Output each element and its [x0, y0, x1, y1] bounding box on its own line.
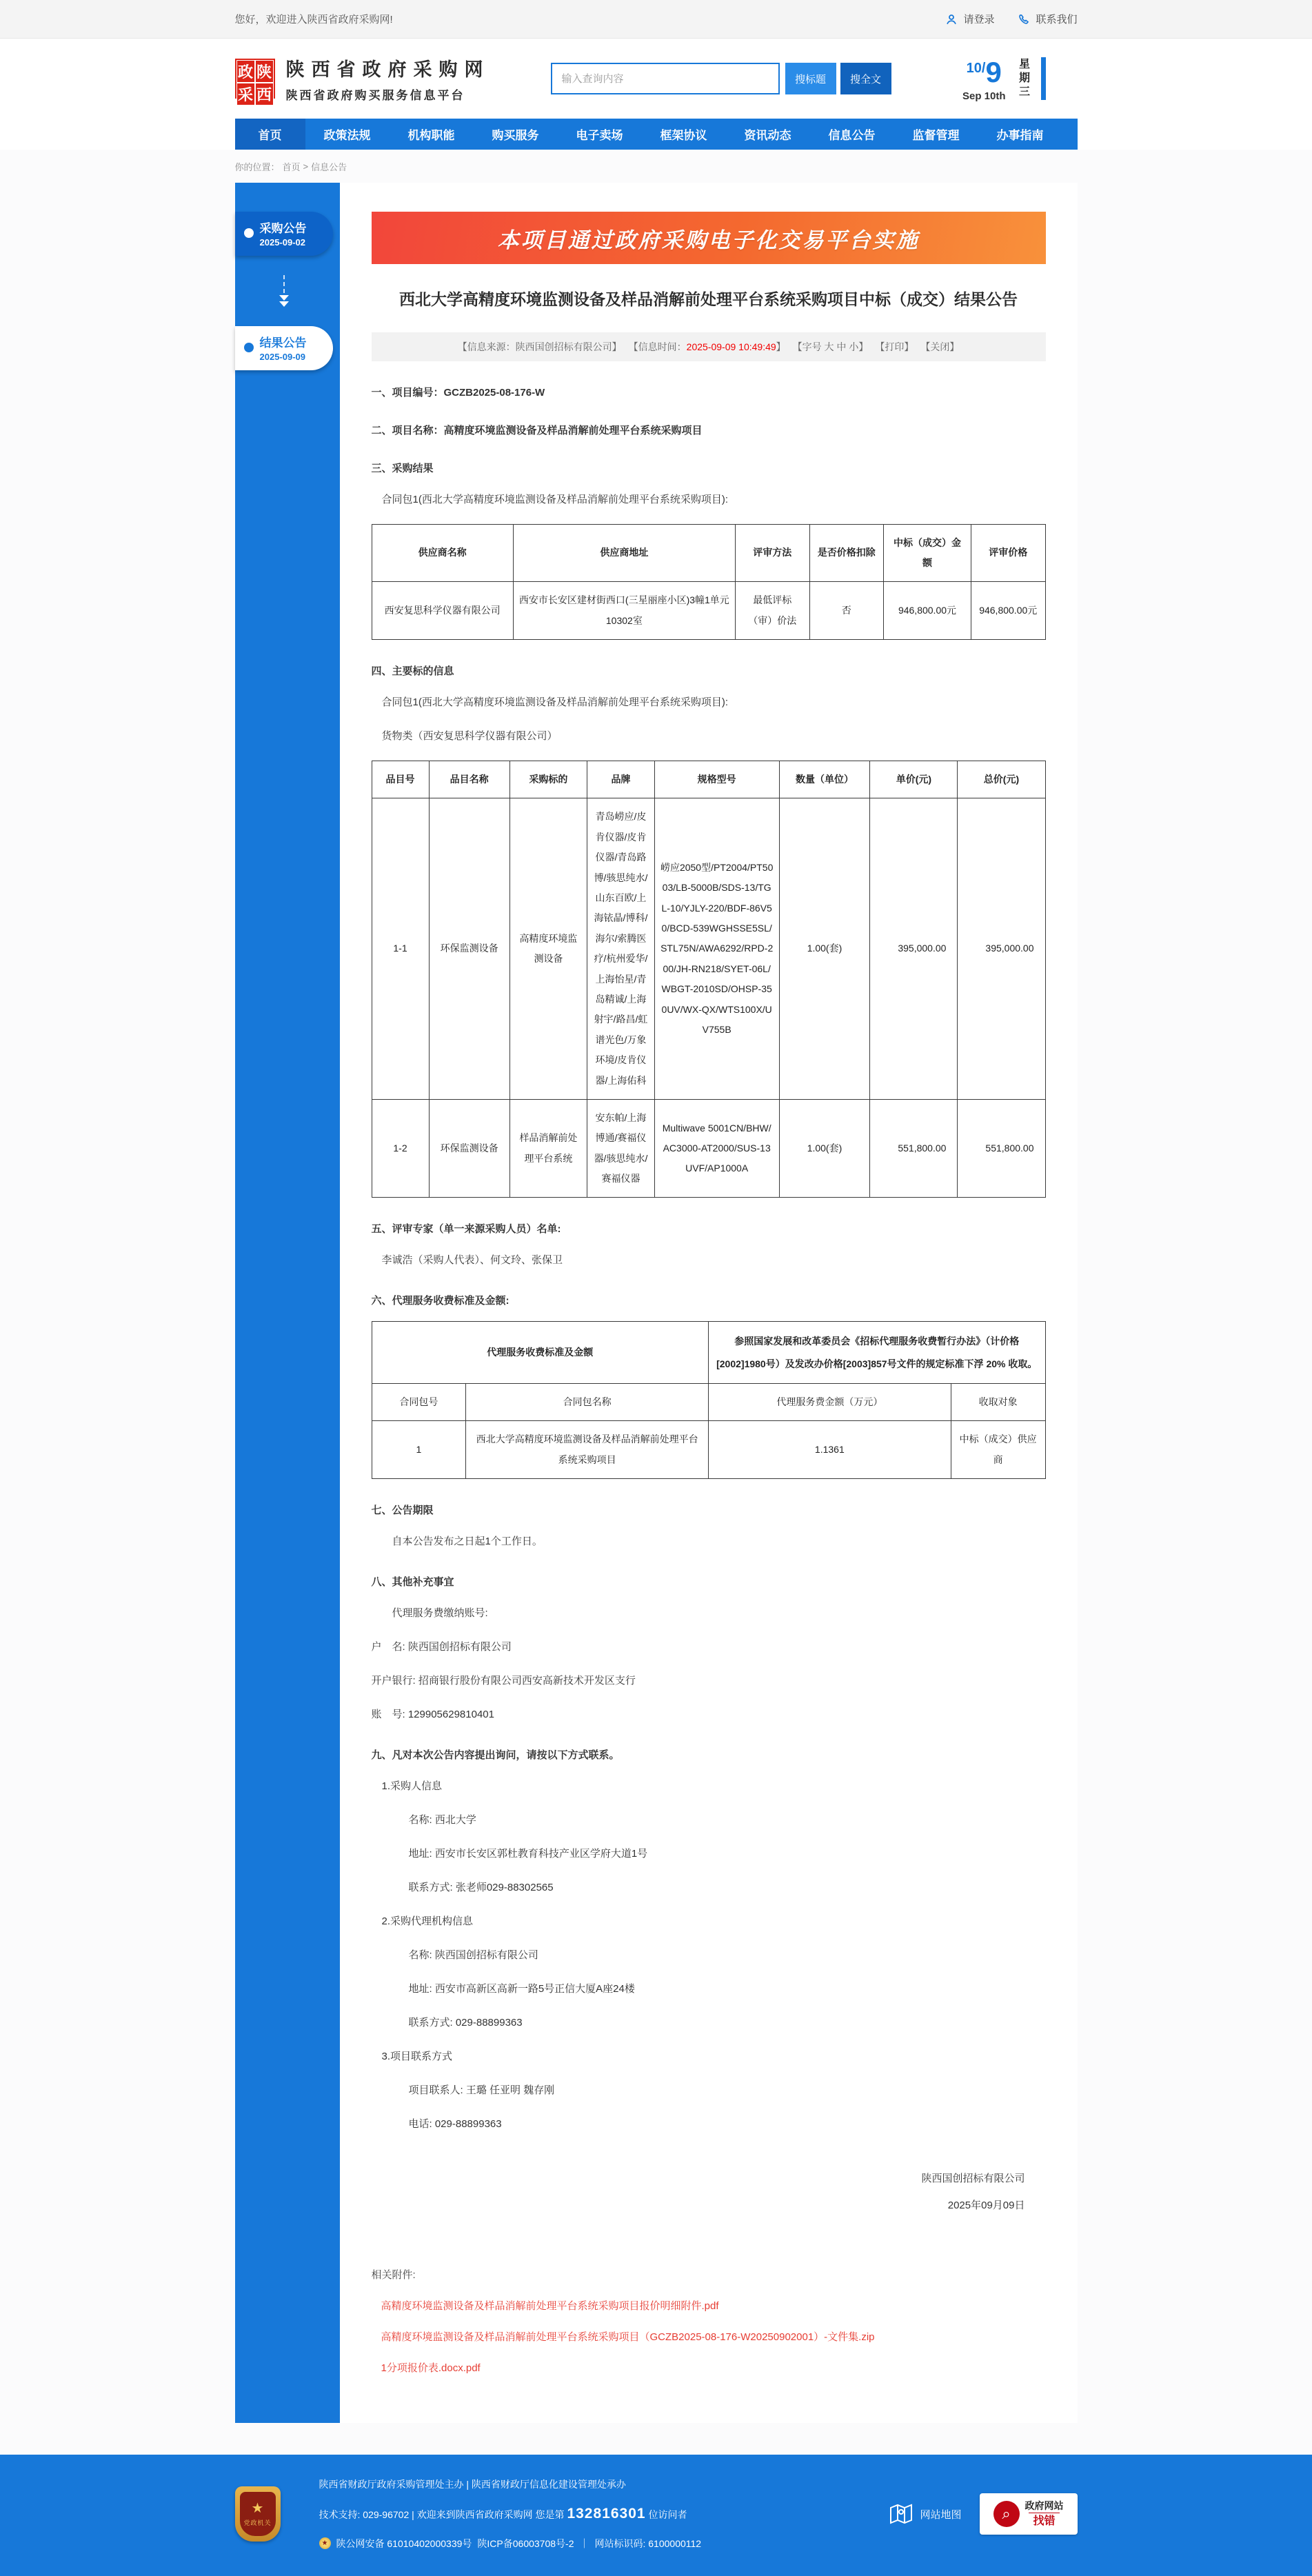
nav-item-announcements[interactable]: 信息公告: [828, 129, 876, 142]
section-contact: 九、凡对本次公告内容提出询问，请按以下方式联系。: [371, 1749, 620, 1762]
table-row: 1 西北大学高精度环境监测设备及样品消解前处理平台系统采购项目 1.1361 中标（成交）供应商: [372, 1421, 1045, 1479]
table-header-row: 品目号 品目名称 采购标的 品牌 规格型号 数量（单位） 单价(元) 总价(元): [372, 761, 1045, 798]
font-size-控件[interactable]: 【字号 大 中 小】: [792, 341, 869, 352]
login-link[interactable]: 请登录: [945, 12, 994, 26]
table-subheader-row: 合同包号 合同包名称 代理服务费金额（万元） 收取对象: [372, 1383, 1045, 1420]
breadcrumb-home[interactable]: 首页: [282, 161, 301, 172]
section-main-subject-info: 四、主要标的信息: [371, 665, 454, 678]
table-row: 1-1 环保监测设备 高精度环境监测设备 青岛崂应/皮肯仪器/皮肯仪器/青岛路博/骇思纯水/山东百欧/上海铱晶/博科/海尔/索腾医疗/杭州爱华/上海怡星/青岛精诚/上海射宇/路昌/虹谱光色/万象环境/皮肯仪器/上海佑科 崂应2050型/PT2004/PT5003/LB-5000B/SDS-13/TGL-10/YJLY-220/BDF-86V50/BCD-539WGHSSE5SL/STL75N/AWA6292/RPD-200/JH-RN218/SYET-06L/WBGT-2010SD/OHSP-350UV/WX-QX/WTS100X/UV755B 1.00(套) 395,000.00 395,000.00: [372, 798, 1045, 1099]
weekday-text: 星期三: [1017, 58, 1029, 99]
footer-beian-line: ★ 陕公网安备 61010402000339号 陕ICP备06003708号-2 ｜ 网站标识码: 6100000112: [319, 2532, 702, 2555]
table-row: 西安复思科学仪器有限公司 西安市长安区建材街西口(三星丽座小区)3幢1单元10302室 最低评标（审）价法 否 946,800.00元 946,800.00元: [372, 582, 1045, 640]
section-agency-fee: 六、代理服务收费标准及金额:: [371, 1295, 509, 1307]
contact-line: 联系方式: 张老师029-88302565: [408, 1882, 554, 1894]
top-bar: [0, 0, 1312, 39]
breadcrumb-separator: >: [303, 161, 309, 172]
footer-support-line: 技术支持: 029-96702 | 欢迎来到陕西省政府采购网 您是第 132816301 位访问者: [319, 2506, 687, 2522]
attachment-link-itemized-quote[interactable]: 1分项报价表.docx.pdf: [381, 2362, 481, 2375]
timeline-sidebar: [235, 183, 340, 2423]
step-dot: [244, 343, 254, 352]
breadcrumb-current: 信息公告: [311, 161, 347, 172]
account-name-line: 户 名: 陕西国创招标有限公司: [371, 1641, 512, 1653]
site-map-link[interactable]: 网站地图: [889, 2504, 961, 2524]
package-line: 合同包1(西北大学高精度环境监测设备及样品消解前处理平台系统采购项目):: [381, 696, 729, 709]
nav-item-framework[interactable]: 框架协议: [660, 129, 707, 142]
government-emblem-icon: ★ 党政机关: [235, 2486, 281, 2542]
nav-item-purchase-service[interactable]: 购买服务: [492, 129, 539, 142]
date-widget: [962, 56, 1078, 102]
account-number-line: 账 号: 129905629810401: [371, 1709, 494, 1721]
contact-group-title: 3.项目联系方式: [381, 2051, 453, 2063]
step-dot: [244, 228, 254, 238]
contact-line: 名称: 西北大学: [408, 1814, 476, 1827]
meta-bar: [372, 332, 1046, 361]
map-icon: [889, 2504, 913, 2524]
timeline-step-procurement-announcement[interactable]: 采购公告 2025-09-02: [235, 212, 333, 256]
article-content: [340, 183, 1078, 2423]
package-line: 合同包1(西北大学高精度环境监测设备及样品消解前处理平台系统采购项目):: [381, 493, 729, 505]
section-project-number: 一、项目编号：GCZB2025-08-176-W: [371, 386, 545, 399]
site-header: [0, 39, 1312, 119]
section-experts: 五、评审专家（单一来源采购人员）名单:: [371, 1223, 561, 1236]
nav-item-news[interactable]: 资讯动态: [744, 129, 791, 142]
close-button[interactable]: 【关闭】: [920, 341, 960, 352]
nav-item-emall[interactable]: 电子卖场: [576, 129, 623, 142]
error-report-badge[interactable]: ⌕ 政府网站 找错: [980, 2493, 1078, 2535]
site-code: 网站标识码: 6100000112: [594, 2537, 702, 2549]
meta-time: 【信息时间：2025-09-09 10:49:49】: [628, 341, 786, 352]
site-footer: [0, 2455, 1312, 2576]
attachment-link-quote-detail[interactable]: 高精度环境监测设备及样品消解前处理平台系统采购项目报价明细附件.pdf: [381, 2300, 719, 2313]
footer-organizer-line: 陕西省财政厅政府采购管理处主办 | 陕西省财政厅信息化建设管理处承办: [319, 2479, 626, 2491]
main-nav: [0, 119, 1312, 150]
nav-item-guide[interactable]: 办事指南: [996, 129, 1044, 142]
table-header-row: 代理服务收费标准及金额 参照国家发展和改革委员会《招标代理服务收费暂行办法》（计价格[2002]1980号）及发改办价格[2003]857号文件的规定标准下浮 20% 收取。: [372, 1322, 1045, 1383]
attachment-link-file-set[interactable]: 高精度环境监测设备及样品消解前处理平台系统采购项目（GCZB2025-08-176-W20250902001）-文件集.zip: [381, 2331, 875, 2344]
contact-line: 项目联系人: 王璐 任亚明 魏存刚: [408, 2084, 555, 2097]
platform-banner: 本项目通过政府采购电子化交易平台实施: [372, 212, 1046, 264]
agency-fee-table: [372, 1321, 1046, 1479]
contact-group-title: 2.采购代理机构信息: [381, 1915, 474, 1928]
nav-item-functions[interactable]: 机构职能: [407, 129, 455, 142]
nav-item-home[interactable]: 首页: [235, 119, 305, 150]
section-other-matters: 八、其他补充事宜: [371, 1576, 454, 1589]
weekday-divider: [1041, 57, 1046, 100]
signature-company: 陕西国创招标有限公司: [921, 2173, 1025, 2185]
timeline-step-result-announcement[interactable]: 结果公告 2025-09-09: [235, 326, 333, 370]
table-header-row: 供应商名称 供应商地址 评审方法 是否价格扣除 中标（成交）金额 评审价格: [372, 524, 1045, 582]
magnifier-icon: ⌕: [993, 2501, 1020, 2527]
site-logo: 政 陕 采 西: [235, 59, 275, 99]
contact-line: 联系方式: 029-88899363: [408, 2017, 523, 2029]
signature-date: 2025年09月09日: [947, 2200, 1025, 2212]
section-procurement-result: 三、采购结果: [371, 462, 434, 474]
experts-list: 李诚浩（采购人代表）、何文玲、张保卫: [381, 1254, 563, 1267]
contact-line: 电话: 029-88899363: [408, 2118, 502, 2131]
beian-icp[interactable]: 陕ICP备06003708号-2: [477, 2537, 574, 2549]
search-bar: [551, 63, 891, 94]
nav-item-policies[interactable]: 政策法规: [323, 129, 371, 142]
category-line: 货物类（西安复思科学仪器有限公司）: [381, 730, 558, 743]
search-title-button[interactable]: 搜标题: [785, 63, 836, 94]
date-month: 10/: [966, 60, 986, 76]
beian-gongan[interactable]: 陕公网安备 61010402000339号: [336, 2537, 472, 2549]
timeline-arrow-icon: [235, 275, 333, 307]
nav-item-supervision[interactable]: 监督管理: [912, 129, 960, 142]
contact-line: 地址: 西安市高新区高新一路5号正信大厦A座24楼: [408, 1983, 635, 1995]
section-project-name: 二、项目名称：高精度环境监测设备及样品消解前处理平台系统采购项目: [371, 424, 703, 436]
phone-icon: [1018, 13, 1030, 26]
print-button[interactable]: 【打印】: [875, 341, 914, 352]
person-icon: [945, 13, 958, 26]
meta-time-value: 2025-09-09 10:49:49: [686, 341, 776, 352]
welcome-text: 您好，欢迎进入陕西省政府采购网!: [234, 14, 393, 26]
search-input[interactable]: [551, 63, 780, 94]
police-badge-icon: ★: [319, 2537, 331, 2549]
breadcrumb-row: [0, 150, 1312, 183]
supplier-table: [372, 524, 1046, 641]
contact-link[interactable]: 联系我们: [1018, 12, 1077, 26]
contact-line: 地址: 西安市长安区郭杜教育科技产业区学府大道1号: [408, 1848, 648, 1860]
site-subtitle: 陕西省政府购买服务信息平台: [285, 89, 465, 102]
attachments-label: 相关附件:: [371, 2269, 416, 2282]
signature-block: [372, 2165, 1025, 2219]
table-row: 1-2 环保监测设备 样品消解前处理平台系统 安东帕/上海博通/赛福仪器/骇思纯水/赛福仪器 Multiwave 5001CN/BHW/AC3000-AT2000/SUS-13UVF/AP1000A 1.00(套) 551,800.00 551,800.00: [372, 1099, 1045, 1198]
breadcrumb-label: 你的位置：: [234, 161, 280, 172]
search-fulltext-button[interactable]: 搜全文: [840, 63, 891, 94]
site-title: 陕西省政府采购网: [285, 59, 490, 80]
visitor-count: 132816301: [567, 2506, 646, 2522]
contact-group-title: 1.采购人信息: [381, 1780, 443, 1793]
items-table: [372, 761, 1046, 1198]
account-label: 代理服务费缴纳账号:: [392, 1607, 488, 1620]
account-bank-line: 开户银行: 招商银行股份有限公司西安高新技术开发区支行: [371, 1675, 636, 1687]
contact-line: 名称: 陕西国创招标有限公司: [408, 1949, 538, 1962]
date-day: 9: [985, 55, 1002, 88]
meta-source: 【信息来源：陕西国创招标有限公司】: [457, 341, 622, 352]
section-announcement-period: 七、公告期限: [371, 1505, 434, 1517]
date-english: Sep 10th: [962, 90, 1006, 102]
page-title: 西北大学高精度环境监测设备及样品消解前处理平台系统采购项目中标（成交）结果公告: [399, 290, 1018, 308]
announcement-period-text: 自本公告发布之日起1个工作日。: [392, 1536, 543, 1548]
